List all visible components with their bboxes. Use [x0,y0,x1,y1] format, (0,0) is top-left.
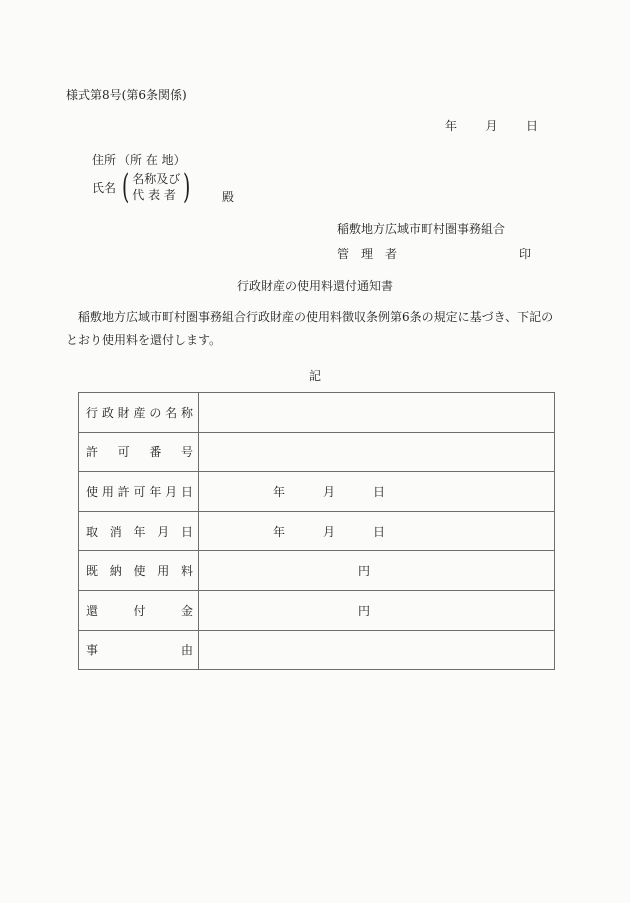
address-label: 住所 [92,153,117,167]
row-label: 使 用 許 可 年 月 日 [86,484,193,499]
row-label: 事 由 [86,643,193,658]
month-label: 月 [323,524,336,539]
row-label: 許 可 番 号 [86,445,193,460]
issue-date-day-label: 日 [525,119,538,133]
table-row-cancel-date [79,511,555,551]
yen-unit-label: 円 [358,603,371,618]
row-label-cell [79,472,199,512]
large-paren-close: ) [183,167,191,207]
form-number: 様式第8号(第6条関係) [66,88,187,102]
seal-placeholder: 印 [519,247,532,261]
table-row-reason [79,630,555,670]
reason-value-cell [199,630,555,670]
addressee-name-line [92,167,194,207]
table-row-permit-number [79,432,555,472]
body-paragraph [66,306,553,351]
year-label: 年 [273,524,286,539]
row-label: 行 政 財 産 の 名 称 [86,405,193,420]
row-label-cell [79,551,199,591]
yen-unit-label: 円 [358,564,371,579]
row-label-cell [79,432,199,472]
issue-date-line [445,117,538,134]
address-paren: （所 在 地） [118,153,186,167]
table-row-permit-date [79,472,555,512]
row-label-cell [79,511,199,551]
document-title: 行政財産の使用料還付通知書 [236,279,393,293]
honorific-label: 殿 [222,190,235,204]
addressee-address-line [92,151,186,168]
row-label: 取 消 年 月 日 [86,524,193,539]
issuer-manager-label: 管 理 者 [337,247,398,261]
name-paren-line1: 名称及び [132,172,181,186]
body-line-2: とおり使用料を還付します。 [66,332,222,347]
row-label-cell [79,630,199,670]
year-label: 年 [273,484,286,499]
date-placeholder [199,483,554,500]
large-paren-open: ( [122,167,130,207]
row-label-cell [79,590,199,630]
paid-fee-value-cell [199,551,555,591]
refund-amount-value-cell [199,590,555,630]
row-label-cell [79,393,199,433]
row-label: 還 付 金 [86,603,193,618]
table-row-refund-amount [79,590,555,630]
month-label: 月 [323,484,336,499]
name-paren-line2: 代 表 者 [132,188,176,202]
record-marker: 記 [308,369,321,383]
property-name-value-cell [199,393,555,433]
body-line-1: 稲敷地方広域市町村圏事務組合行政財産の使用料徴収条例第6条の規定に基づき、下記の [66,310,554,324]
row-label: 既 納 使 用 料 [86,564,193,579]
day-label: 日 [373,524,386,539]
name-paren-content [132,171,180,203]
cancel-date-value-cell [199,511,555,551]
refund-table [78,392,555,670]
issue-date-year-label: 年 [445,119,458,133]
permit-number-value-cell [199,432,555,472]
day-label: 日 [373,484,386,499]
date-placeholder [199,523,554,540]
issuer-organization: 稲敷地方広域市町村圏事務組合 [337,222,506,236]
table-row-property-name [79,393,555,433]
table-row-paid-fee [79,551,555,591]
name-label: 氏名 [92,180,117,195]
issue-date-month-label: 月 [485,119,498,133]
permit-date-value-cell [199,472,555,512]
